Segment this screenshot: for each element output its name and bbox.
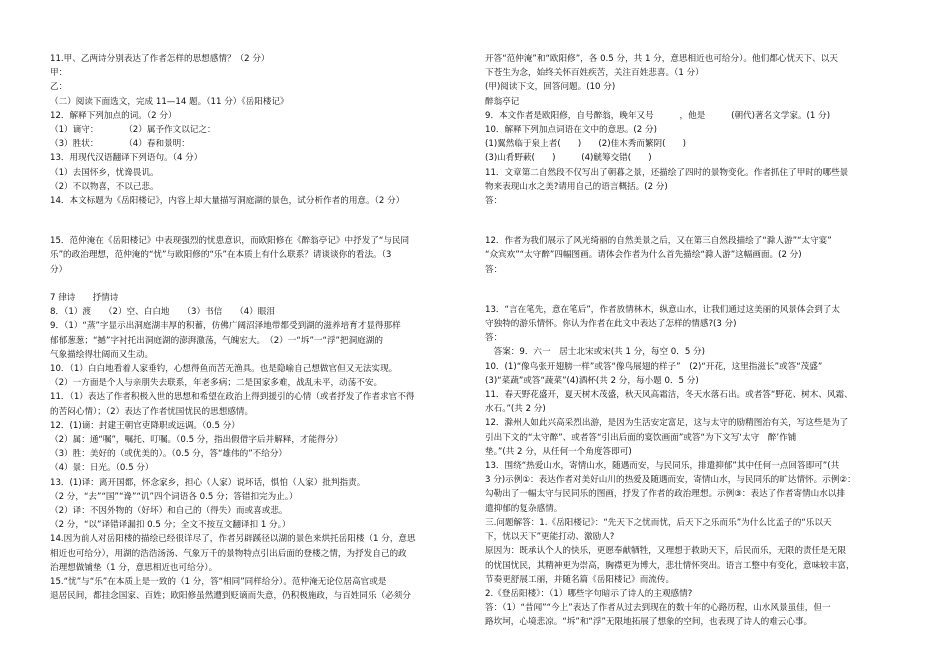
problem-solving-a1-line-1: 原因为：既承认个人的快乐，更愿奉献牺牲，又理想于救助天下，后民而乐，无限的责任是无限 (485, 546, 846, 557)
problem-solving-q2: 2.《登岳阳楼》：（1）哪些字句暗示了诗人的主观感情? (485, 588, 693, 599)
answer-13-item-2: （2）译：不因外物的（好坏）和自己的（得失）而或喜或悲。 (50, 506, 288, 517)
zwt-question-10-items-a: (1)翼然临于泉上者( ) (2)佳木秀而繁阴( ) (485, 139, 687, 150)
question-13-item-1: （1）去国怀乡，忧谗畏讥。 (50, 167, 159, 178)
zwt-question-11-line-1: 11．文章第二自然段不仅写出了朝暮之景，还描绘了四时的景物变化。作者抓住了甲时的哪些景 (485, 167, 849, 178)
question-12-items-a: （1）谪守： （2）属予作文以记之： (50, 125, 216, 136)
blank-answer-space (485, 277, 903, 303)
left-column (50, 52, 468, 604)
zwt-answer-label-12: 答： (485, 264, 503, 275)
question-15-line-3: 分） (50, 264, 68, 275)
answer-14-line-3: 治理想做铺垫（1 分，意思相近也可给分）。 (50, 562, 218, 573)
answer-12-item-2: （2）属：通“嘱”，嘱托、叮嘱。（0.5 分，指出假借字后并解释，才能得分） (50, 435, 343, 446)
answer-12-item-3: （3）胜：美好的（或优美的）。（0.5 分，答“雄伟的”不给分） (50, 449, 288, 460)
zwt-question-11-line-2: 物来表现山水之美?请用自己的语言概括。(2 分) (485, 181, 668, 192)
zwt-question-12-line-2: “众宾欢”“太守醉”四幅图画。请体会作者为什么首先描绘“滁人游”这幅画面。(2 分) (485, 250, 802, 261)
right-column (485, 52, 903, 630)
zwt-answer-13-line-1: 13．围绕“热爱山水，寄情山水，随遇而安，与民同乐，排遣抑郁”其中任何一点回答即可”(共 (485, 461, 840, 472)
answer-13-scoring-2: （2 分，“以”译错译漏扣 0.5 分；全文不按互文翻译扣 1 分。） (50, 520, 291, 531)
question-13-prompt: 13．用现代汉语翻译下列语句。（4 分） (50, 153, 203, 164)
answer-12-item-1: 12．(1)谪：封建王朝官吏降职或远调。（0.5 分） (50, 420, 240, 431)
zwt-answer-11-line-2: 水石。”(共 2 分) (485, 404, 546, 415)
question-15-line-1: 15．范仲淹在《岳阳楼记》中表现强烈的忧患意识，而欧阳修在《醉翁亭记》中抒发了“与民同 (50, 236, 410, 247)
section-jia-instructions: (甲)阅读下文，回答问题。(10 分) (485, 82, 616, 93)
question-15-line-2: 乐”的政治理想，范仲淹的“忧”与欧阳修的“乐”在本质上有什么联系？请谈谈你的看法。（3 (50, 250, 392, 261)
blank-answer-space (485, 208, 903, 234)
answer-8: 8．（1）渡 （2）空、白白地 （3）书信 （4）眼泪 (50, 307, 275, 318)
blank-answer-space (50, 208, 468, 234)
answer-14-line-2: 相近也可给分），用湖的浩浩汤汤、气象万千的景物特点引出后面的登楼之情，为抒发自己的政 (50, 548, 407, 559)
blank-line (50, 277, 468, 291)
question-11-prompt: 11.甲、乙两诗分别表达了作者怎样的思想感情？（2 分） (50, 54, 270, 64)
answer-12-item-4: （4）景：日光。（0.5 分） (50, 463, 154, 474)
answer-9-line-1: 9．（1）“蒸”字显示出洞庭湖丰厚的积蓄，仿佛广阔沼泽地带都受到湖的滋养培育才显得那样 (50, 321, 401, 332)
section-heading-yueyanglouji: （二）阅读下面选文，完成 11—14 题。（11 分）《岳阳楼记》 (50, 96, 289, 107)
question-14-prompt: 14．本文标题为《岳阳楼记》，内容上却大量描写洞庭湖的景色，试分析作者的用意。（2 分） (50, 196, 405, 207)
zwt-answer-label-13: 答： (485, 333, 503, 344)
answer-15-line-4: 下苍生为念，始终关怀百姓疾苦，关注百姓悲喜。（1 分） (485, 68, 704, 79)
problem-solving-a2-line-1: 答：（1）“昔闻”“今上”表达了作者从过去到现在的数十年的心路历程，山水风景虽佳，但一 (485, 603, 831, 614)
answer-11-line-2: 的苦闷心情）；（2）表达了作者忧国忧民的思想感情。 (50, 406, 254, 417)
answer-13-scoring-1: （2 分，“去”“国”“谗”“讥”四个词语各 0.5 分；答错扣完为止。） (50, 491, 298, 502)
zwt-answer-10-line-2: (3)“菜蔬”或答“蔬菜”(4)酒杯(共 2 分，每小题 0．5 分) (485, 375, 699, 386)
answer-7: 7 律诗 抒情诗 (50, 293, 119, 304)
answer-10-line-1: 10．（1）白白地看着人家垂钓，心想得鱼而苦无渔具。也是隐喻自己想做官但又无法实现。 (50, 364, 398, 375)
answer-9-line-3: 气象描绘得壮阔而又生动。 (50, 349, 154, 360)
question-12-prompt: 12．解释下列加点的词。（2 分） (50, 110, 177, 121)
zwt-answer-13-line-3: 勾勒出了一幅太守与民同乐的图画，抒发了作者的政治理想。示例③：表达了作者寄情山水以排 (485, 489, 846, 500)
zwt-question-13-line-1: 13．“言在笔先，意在笔后”，作者放情林木，纵意山水，让我们通过这美丽的风景体会到了太 (485, 304, 840, 315)
answer-15-line-1: 15.“忧”与“乐”在本质上是一致的（1 分，答“相同”同样给分）。范仲淹无论位居高官或是 (50, 577, 387, 588)
zwt-question-10: 10．解释下列加点词语在文中的意思。(2 分) (485, 125, 657, 136)
problem-solving-a1-line-3: 节奏更舒展工丽，并随名篇《岳阳楼记》而流传。 (485, 574, 675, 585)
answer-14-line-1: 14.因为前人对岳阳楼的描绘已经很详尽了，作者另辟蹊径以湖的景色来烘托岳阳楼（1 分，意思 (50, 534, 416, 545)
zwt-answer-12-line-1: 12．滁州人如此兴高采烈出游，是因为生活安定富足，这与太守的励精图治有关，写这些是为了 (485, 418, 849, 429)
problem-solving-q1-line-1: 三.问题解答：1.《岳阳楼记》：“先天下之忧而忧，后天下之乐而乐”为什么比孟子的“乐以天 (485, 517, 832, 528)
answer-15-line-2: 退居民间，都挂念国家、百姓；欧阳修虽然遭到贬谪而失意，仍积极施政，与百姓同乐（必须分 (50, 591, 411, 602)
zwt-question-9: 9．本文作者是欧阳修，自号醉翁，晚年又号 ，他是 (朝代)著名文学家。(1 分) (485, 110, 831, 121)
zwt-answer-13-line-2: 3 分)示例①：表达作者对美好山川的热爱及随遇而安，寄情山水，与民同乐的旷达情怀。示例②： (485, 475, 856, 486)
problem-solving-a1-line-2: 的忧国忧民，其精神更为崇高，胸襟更为博大，悲壮情怀突出。语言工整中有变化，意味较丰富， (485, 560, 855, 571)
zwt-answer-12-line-2: 引出下文的“太守醉”、或者答“引出后面的宴饮画面”或答“为下文写‘太守 醉’作铺 (485, 432, 797, 443)
answer-13-item-1: 13．(1)译：离开国都，怀念家乡，担心（人家）说坏话，惧怕（人家）批判指责。 (50, 477, 366, 488)
answer-11-line-1: 11．（1）表达了作者积极入世的思想和希望在政治上得到援引的心情（或者抒发了作者求官不得 (50, 392, 415, 403)
zwt-answer-10-line-1: 10．(1)“像鸟张开翅膀一样”或答“像鸟展翅的样子” (2)“开花，这里指滋长”或答“茂盛” (485, 361, 823, 372)
answer-line-yi: 乙： (50, 82, 68, 93)
problem-solving-a2-line-2: 路坎坷，心境悲凉。“坼”和“浮”无限地拓展了想象的空间，也表现了诗人的难云心事。 (485, 617, 813, 628)
zwt-question-12-line-1: 12．作者为我们展示了风光绮丽的自然美景之后，又在第三自然段描绘了“滁人游”“太守宴” (485, 236, 832, 247)
question-13-item-2: （2）不以物喜，不以己悲。 (50, 181, 159, 192)
answer-9-line-2: 郁郁葱葱；“撼”字衬托出洞庭湖的澎湃激荡，气魄宏大。 （2）一“坼”一“浮”把洞庭湖的 (50, 335, 383, 346)
problem-solving-q1-line-2: 下，忧以天下”更能打动、激励人? (485, 532, 615, 543)
zwt-answer-11-line-1: 11．春天野花盛开，夏天树木茂盛，秋天风高霜洁，冬天水落石出。或者答“野花、树木、风霜、 (485, 390, 853, 401)
answer-line-jia: 甲： (50, 68, 68, 79)
zwt-question-13-line-2: 守独特的游乐情怀。你认为作者在此文中表达了怎样的情感?(3 分) (485, 319, 737, 330)
zwt-answer-label-11: 答： (485, 196, 503, 207)
zwt-answer-9: 答案：9．六一 居士北宋或宋(共 1 分，每空 0．5 分) (485, 347, 705, 358)
zwt-question-10-items-b: (3)山肴野蔌( ) (4)觥筹交错( ) (485, 153, 652, 164)
answer-15-line-3: 开答“范仲淹”和“欧阳修”，各 0.5 分，共 1 分，意思相近也可给分）。他们都心忧天下、以天 (485, 54, 838, 64)
section-title-zuiwengtingji: 醉翁亭记 (485, 96, 520, 107)
question-12-items-b: （3）胜状： （4）春和景明： (50, 139, 190, 150)
zwt-answer-12-line-3: 垫。”(共 2 分，从任何一个角度答即可) (485, 446, 632, 457)
zwt-answer-13-line-4: 遣抑郁的复杂感情。 (485, 503, 563, 514)
answer-10-line-2: （2）一方面是个人与亲朋失去联系，年老多病；二是国家多难，战乱未平，动荡不安。 (50, 378, 383, 389)
